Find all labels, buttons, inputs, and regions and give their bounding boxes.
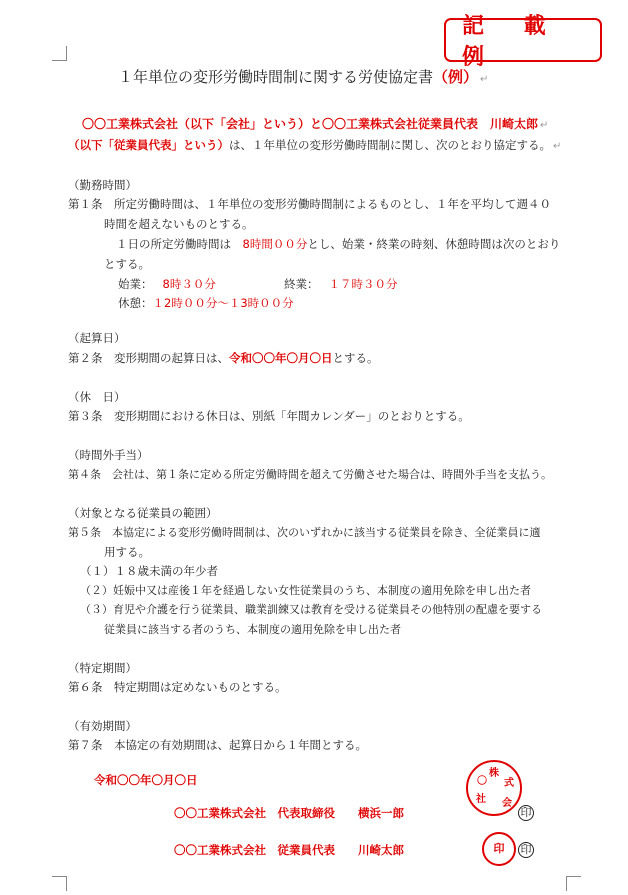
title-main: １年単位の変形労働時間制に関する労使協定書 [118, 68, 434, 86]
article-5-line-2: 用する。 [104, 545, 150, 559]
crop-mark-bottom-left [52, 876, 67, 891]
company-seal-char-3: 会 [502, 798, 512, 809]
crop-mark-top-left [52, 46, 67, 61]
intro-parties: 〇〇工業株式会社（以下「会社」という）と〇〇工業株式会社従業員代表 川崎太郎 [82, 117, 539, 131]
start-time: 始業： 8時３０分 [118, 277, 216, 291]
heading-tokutei: （特定期間） [68, 661, 137, 675]
example-stamp-label: 記 載 例 [462, 14, 562, 70]
article-5-item-1: （１）１８歳未満の年少者 [80, 564, 218, 578]
company-seal-char-2: 式 [504, 778, 514, 789]
article-4: 第４条 会社は、第１条に定める所定労働時間を超えて労働させた場合は、時間外手当を支払う。 [68, 468, 552, 481]
heading-kisanbi: （起算日） [68, 331, 126, 345]
personal-seal-text: 印 [493, 842, 505, 855]
heading-yuko: （有効期間） [68, 719, 137, 733]
break-time-value: １2時００分～１3時００分 [152, 296, 294, 310]
heading-taisho: （対象となる従業員の範囲） [68, 506, 218, 520]
seal-mark-2: 印 [518, 842, 534, 858]
document-title: １年単位の変形労働時間制に関する労使協定書（例） ↵ [118, 68, 489, 86]
article-7: 第７条 本協定の有効期間は、起算日から１年間とする。 [68, 738, 367, 752]
article-2: 第２条 変形期間の起算日は、令和〇〇年〇月〇日とする。 [68, 351, 379, 365]
intro-line-2: （以下「従業員代表」という）は、１年単位の変形労働時間制に関し、次のとおり協定する。 ↵ [68, 138, 562, 152]
company-seal: 株 式 会 社 〇 [466, 760, 522, 816]
article-3: 第３条 変形期間における休日は、別紙「年間カレンダー」のとおりとする。 [68, 409, 470, 423]
article-1-line-1: 第１条 所定労働時間は、１年単位の変形労働時間制によるものとし、１年を平均して週４０ [68, 197, 551, 211]
start-time-value: 8時３０分 [162, 277, 216, 291]
example-stamp [444, 14, 602, 70]
article-5-item-3: （３）育児や介護を行う従業員、職業訓練又は教育を受ける従業員その他特別の配慮を要する [80, 603, 542, 616]
crop-mark-bottom-right [566, 876, 581, 891]
signature-date: 令和〇〇年〇月〇日 [94, 773, 198, 787]
intro-purpose: は、１年単位の変形労働時間制に関し、次のとおり協定する。 [229, 138, 551, 152]
seal-mark-1: 印 [518, 805, 534, 821]
intro-rep-alias: （以下「従業員代表」という） [68, 138, 229, 152]
heading-kyujitsu: （休 日） [68, 390, 126, 404]
article-5-line-1: 第５条 本協定による変形労働時間制は、次のいずれかに該当する従業員を除き、全従業員に適 [68, 526, 541, 539]
article-5-item-2: （２）妊娠中又は産後１年を経過しない女性従業員のうち、本制度の適用免除を申し出た者 [80, 584, 531, 597]
article-6: 第６条 特定期間は定めないものとする。 [68, 680, 287, 694]
company-seal-char-4: 社 [476, 794, 486, 805]
signature-company-rep: 〇〇工業株式会社 代表取締役 横浜一郎 [174, 806, 404, 820]
personal-seal [482, 832, 516, 866]
company-seal-char-1: 株 [489, 768, 499, 779]
signature-employee-rep: 〇〇工業株式会社 従業員代表 川崎太郎 [174, 843, 404, 857]
title-suffix: （例） [433, 68, 479, 86]
heading-jikangai: （時間外手当） [68, 448, 149, 462]
daily-hours: 8時間００分 [242, 237, 308, 251]
article-1-line-4: とする。 [104, 257, 150, 271]
heading-kinmu: （勤務時間） [68, 178, 137, 192]
end-time-value: １７時３０分 [328, 277, 398, 291]
article-5-item-3-cont: 従業員に該当する者のうち、本制度の適用免除を申し出た者 [104, 623, 401, 636]
start-date: 令和〇〇年〇月〇日 [229, 351, 333, 365]
end-time: 終業： １７時３０分 [284, 277, 398, 291]
article-1-line-3: １日の所定労働時間は 8時間００分とし、始業・終業の時刻、休憩時間は次のとおり [116, 237, 561, 251]
intro-line-1: 〇〇工業株式会社（以下「会社」という）と〇〇工業株式会社従業員代表 川崎太郎 ↵ [82, 117, 549, 131]
break-time: 休憩：１2時００分～１3時００分 [118, 296, 294, 310]
article-1-line-2: 時間を超えないものとする。 [104, 217, 254, 231]
